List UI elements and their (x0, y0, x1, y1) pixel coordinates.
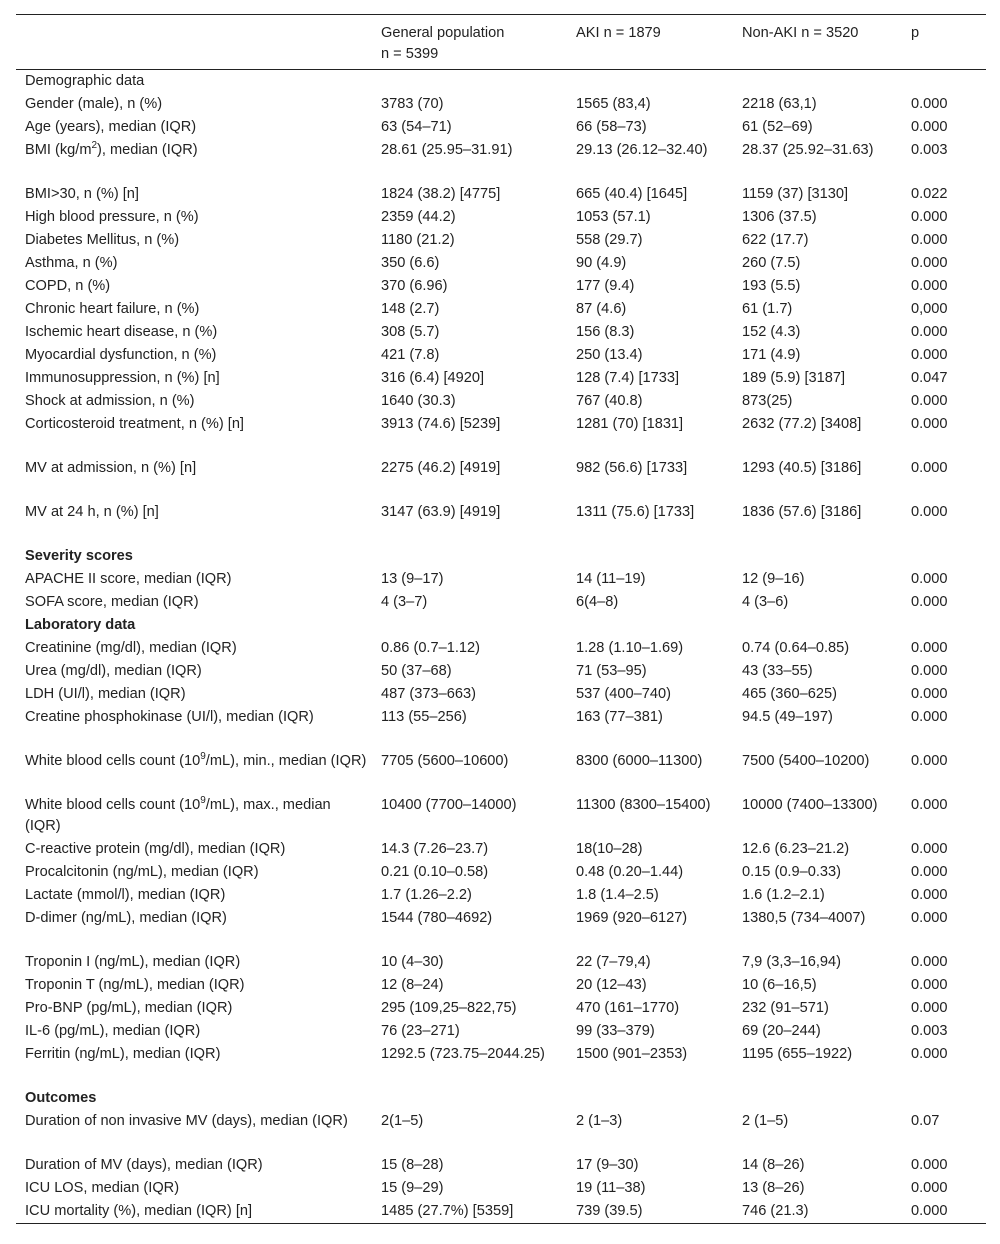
cell-p: 0.000 (911, 460, 948, 476)
cell-nonaki: 0.15 (0.9–0.33) (742, 864, 841, 880)
cell-general: 113 (55–256) (381, 709, 467, 725)
table-row (16, 750, 986, 794)
table-row (16, 1154, 986, 1177)
row-label: Gender (male), n (%) (25, 96, 163, 112)
header-general-line1: General population (381, 25, 505, 41)
table-row (16, 951, 986, 974)
cell-p: 0.000 (911, 663, 948, 679)
cell-general: 0.21 (0.10–0.58) (381, 864, 489, 880)
cell-nonaki: 2632 (77.2) [3408] (742, 416, 862, 432)
cell-general: 316 (6.4) [4920] (381, 370, 485, 386)
cell-general: 350 (6.6) (381, 255, 440, 271)
cell-nonaki: 622 (17.7) (742, 232, 809, 248)
table-body (16, 70, 986, 1223)
cell-general: 10400 (7700–14000) (381, 797, 517, 813)
cell-p: 0.000 (911, 393, 948, 409)
cell-p: 0.000 (911, 255, 948, 271)
row-label: Diabetes Mellitus, n (%) (25, 232, 180, 248)
row-label: White blood cells count $(10^9/mL)$, max., median (IQR) (25, 795, 331, 834)
cell-p: 0.000 (911, 640, 948, 656)
cell-p: 0.07 (911, 1113, 940, 1129)
section-label: Demographic data (25, 73, 145, 89)
cell-general: 295 (109,25–822,75) (381, 1000, 517, 1016)
cell-p: 0.000 (911, 709, 948, 725)
cell-nonaki: 12 (9–16) (742, 571, 805, 587)
cell-p: 0.000 (911, 504, 948, 520)
row-label: Creatine phosphokinase (UI/l), median (IQR) (25, 709, 314, 725)
row-label: Asthma, n (%) (25, 255, 118, 271)
cell-p: 0.000 (911, 119, 948, 135)
cell-aki: 537 (400–740) (576, 686, 671, 702)
cell-p: 0.000 (911, 416, 948, 432)
section-header (16, 1087, 986, 1110)
table-row (16, 838, 986, 861)
table-row (16, 1020, 986, 1043)
cell-general: 1180 (21.2) (381, 232, 455, 248)
cell-general: 421 (7.8) (381, 347, 440, 363)
cell-nonaki: 189 (5.9) [3187] (742, 370, 846, 386)
table-row (16, 794, 986, 838)
cell-nonaki: 4 (3–6) (742, 594, 789, 610)
cell-aki: 0.48 (0.20–1.44) (576, 864, 684, 880)
cell-aki: 66 (58–73) (576, 119, 647, 135)
table-row (16, 568, 986, 591)
cell-aki: 982 (56.6) [1733] (576, 460, 688, 476)
table-row (16, 298, 986, 321)
cell-general: 370 (6.96) (381, 278, 448, 294)
cell-nonaki: 465 (360–625) (742, 686, 837, 702)
cell-p: 0.000 (911, 1046, 948, 1062)
cell-nonaki: 14 (8–26) (742, 1157, 805, 1173)
cell-nonaki: 873(25) (742, 393, 793, 409)
table-row (16, 275, 986, 298)
table-row (16, 1043, 986, 1087)
cell-aki: 1053 (57.1) (576, 209, 651, 225)
cell-nonaki: 2218 (63,1) (742, 96, 817, 112)
cell-p: 0.022 (911, 186, 948, 202)
cell-nonaki: 61 (52–69) (742, 119, 813, 135)
cell-aki: 1281 (70) [1831] (576, 416, 684, 432)
cell-general: 1824 (38.2) [4775] (381, 186, 501, 202)
cell-p: 0.000 (911, 954, 948, 970)
section-header (16, 70, 986, 93)
row-label: ICU mortality (%), median (IQR) [n] (25, 1203, 253, 1219)
header-nonaki: Non-AKI n = 3520 (742, 25, 859, 41)
row-label: D-dimer (ng/mL), median (IQR) (25, 910, 227, 926)
table-row (16, 206, 986, 229)
row-label: Corticosteroid treatment, n (%) [n] (25, 416, 244, 432)
cell-aki: 6(4–8) (576, 594, 619, 610)
section-label: Outcomes (25, 1090, 97, 1106)
table-row (16, 591, 986, 614)
cell-p: 0.000 (911, 1000, 948, 1016)
table-row (16, 907, 986, 951)
cell-aki: 1500 (901–2353) (576, 1046, 688, 1062)
cell-nonaki: 1159 (37) [3130] (742, 186, 849, 202)
row-label: Shock at admission, n (%) (25, 393, 195, 409)
cell-p: 0.000 (911, 1180, 948, 1196)
cell-general: 2(1–5) (381, 1113, 424, 1129)
cell-p: 0.000 (911, 841, 948, 857)
cell-general: 14.3 (7.26–23.7) (381, 841, 489, 857)
cell-general: 1292.5 (723.75–2044.25) (381, 1046, 545, 1062)
row-label: ICU LOS, median (IQR) (25, 1180, 180, 1196)
table-row (16, 390, 986, 413)
cell-nonaki: 232 (91–571) (742, 1000, 829, 1016)
row-label: APACHE II score, median (IQR) (25, 571, 232, 587)
cell-aki: 2 (1–3) (576, 1113, 623, 1129)
row-label: Lactate (mmol/l), median (IQR) (25, 887, 226, 903)
cell-p: 0.000 (911, 977, 948, 993)
cell-p: 0.000 (911, 887, 948, 903)
cell-general: 3147 (63.9) [4919] (381, 504, 501, 520)
row-label: Duration of MV (days), median (IQR) (25, 1157, 263, 1173)
cell-aki: 8300 (6000–11300) (576, 753, 703, 769)
cell-general: 1485 (27.7%) [5359] (381, 1203, 514, 1219)
row-label: BMI>30, n (%) [n] (25, 186, 139, 202)
table-row (16, 501, 986, 545)
cell-general: 4 (3–7) (381, 594, 428, 610)
cell-aki: 90 (4.9) (576, 255, 627, 271)
row-label: LDH (UI/l), median (IQR) (25, 686, 186, 702)
cell-p: 0.000 (911, 209, 948, 225)
cell-aki: 18(10–28) (576, 841, 643, 857)
cell-general: 308 (5.7) (381, 324, 440, 340)
table-row (16, 252, 986, 275)
table-row (16, 321, 986, 344)
row-label: MV at 24 h, n (%) [n] (25, 504, 159, 520)
header-aki: AKI n = 1879 (576, 25, 661, 41)
cell-p: 0.000 (911, 910, 948, 926)
cell-general: 63 (54–71) (381, 119, 452, 135)
table-row (16, 884, 986, 907)
row-label: Myocardial dysfunction, n (%) (25, 347, 217, 363)
table-row (16, 183, 986, 206)
section-label: Laboratory data (25, 617, 136, 633)
cell-general: 76 (23–271) (381, 1023, 460, 1039)
cell-general: 3783 (70) (381, 96, 444, 112)
table-header (16, 14, 986, 70)
cell-nonaki: 13 (8–26) (742, 1180, 805, 1196)
table-row (16, 861, 986, 884)
row-label: Ferritin (ng/mL), median (IQR) (25, 1046, 221, 1062)
cell-general: 15 (9–29) (381, 1180, 444, 1196)
cell-general: 7705 (5600–10600) (381, 753, 509, 769)
row-label: Troponin T (ng/mL), median (IQR) (25, 977, 245, 993)
cell-p: 0.047 (911, 370, 948, 386)
cell-general: 1640 (30.3) (381, 393, 456, 409)
table-row (16, 1200, 986, 1223)
row-label: Creatinine (mg/dl), median (IQR) (25, 640, 237, 656)
cell-general: 3913 (74.6) [5239] (381, 416, 501, 432)
cell-nonaki: 10000 (7400–13300) (742, 797, 878, 813)
row-label: COPD, n (%) (25, 278, 111, 294)
cell-aki: 11300 (8300–15400) (576, 797, 711, 813)
header-p: p (911, 25, 920, 41)
cell-p: 0.000 (911, 347, 948, 363)
cell-nonaki: 10 (6–16,5) (742, 977, 817, 993)
cell-nonaki: 69 (20–244) (742, 1023, 821, 1039)
cell-p: 0.000 (911, 864, 948, 880)
table-row (16, 413, 986, 457)
table-row (16, 116, 986, 139)
table-row (16, 997, 986, 1020)
cell-general: 28.61 (25.95–31.91) (381, 142, 513, 158)
cell-p: 0.000 (911, 753, 948, 769)
cell-p: 0.000 (911, 594, 948, 610)
row-label: C-reactive protein (mg/dl), median (IQR) (25, 841, 286, 857)
cell-aki: 156 (8.3) (576, 324, 635, 340)
cell-nonaki: 28.37 (25.92–31.63) (742, 142, 874, 158)
cell-p: 0.000 (911, 686, 948, 702)
cell-p: 0.000 (911, 1203, 948, 1219)
cell-nonaki: 2 (1–5) (742, 1113, 789, 1129)
cell-nonaki: 1306 (37.5) (742, 209, 817, 225)
cell-general: 50 (37–68) (381, 663, 452, 679)
cell-aki: 1.28 (1.10–1.69) (576, 640, 684, 656)
table-row (16, 706, 986, 750)
cell-aki: 739 (39.5) (576, 1203, 643, 1219)
cell-general: 1544 (780–4692) (381, 910, 493, 926)
table-row (16, 139, 986, 183)
cell-aki: 470 (161–1770) (576, 1000, 680, 1016)
row-label: Ischemic heart disease, n (%) (25, 324, 218, 340)
cell-aki: 767 (40.8) (576, 393, 643, 409)
cell-aki: 558 (29.7) (576, 232, 643, 248)
cell-p: 0.003 (911, 142, 948, 158)
cell-aki: 1311 (75.6) [1733] (576, 504, 695, 520)
cell-general: 1.7 (1.26–2.2) (381, 887, 472, 903)
table-row (16, 367, 986, 390)
row-label: SOFA score, median (IQR) (25, 594, 199, 610)
cell-general: 10 (4–30) (381, 954, 444, 970)
cell-nonaki: 746 (21.3) (742, 1203, 809, 1219)
row-label: Pro-BNP (pg/mL), median (IQR) (25, 1000, 233, 1016)
cell-p: 0.000 (911, 1157, 948, 1173)
cell-aki: 19 (11–38) (576, 1180, 646, 1196)
cell-aki: 71 (53–95) (576, 663, 647, 679)
header-general (381, 23, 571, 65)
cell-general: 15 (8–28) (381, 1157, 444, 1173)
cell-aki: 665 (40.4) [1645] (576, 186, 688, 202)
row-label: Age (years), median (IQR) (25, 119, 197, 135)
cell-general: 13 (9–17) (381, 571, 444, 587)
row-label: Troponin I (ng/mL), median (IQR) (25, 954, 241, 970)
cell-nonaki: 1836 (57.6) [3186] (742, 504, 862, 520)
cell-general: 2359 (44.2) (381, 209, 456, 225)
cell-aki: 99 (33–379) (576, 1023, 655, 1039)
cell-aki: 1969 (920–6127) (576, 910, 688, 926)
cell-aki: 17 (9–30) (576, 1157, 639, 1173)
cell-general: 148 (2.7) (381, 301, 440, 317)
table-row (16, 457, 986, 501)
cell-general: 2275 (46.2) [4919] (381, 460, 501, 476)
cell-p: 0.003 (911, 1023, 948, 1039)
cell-nonaki: 171 (4.9) (742, 347, 801, 363)
cell-p: 0.000 (911, 232, 948, 248)
cell-general: 12 (8–24) (381, 977, 444, 993)
row-label: BMI $(kg/m^2)$, median (IQR) (25, 140, 198, 158)
table-bottom-rule (16, 1223, 986, 1224)
cell-general: 0.86 (0.7–1.12) (381, 640, 480, 656)
cell-nonaki: 7,9 (3,3–16,94) (742, 954, 841, 970)
section-header (16, 545, 986, 568)
section-header (16, 614, 986, 637)
cell-p: 0.000 (911, 571, 948, 587)
table-row (16, 1110, 986, 1154)
cell-aki: 87 (4.6) (576, 301, 627, 317)
cell-aki: 29.13 (26.12–32.40) (576, 142, 708, 158)
cell-aki: 20 (12–43) (576, 977, 647, 993)
cell-nonaki: 94.5 (49–197) (742, 709, 833, 725)
table-row (16, 974, 986, 997)
cell-aki: 250 (13.4) (576, 347, 643, 363)
table-row (16, 344, 986, 367)
cell-nonaki: 260 (7.5) (742, 255, 801, 271)
table-row (16, 229, 986, 252)
cell-nonaki: 152 (4.3) (742, 324, 801, 340)
cell-p: 0.000 (911, 324, 948, 340)
cell-p: 0.000 (911, 278, 948, 294)
cell-p: 0.000 (911, 797, 948, 813)
cell-nonaki: 193 (5.5) (742, 278, 801, 294)
data-table (16, 14, 986, 1224)
cell-p: 0.000 (911, 96, 948, 112)
cell-nonaki: 1293 (40.5) [3186] (742, 460, 862, 476)
cell-aki: 163 (77–381) (576, 709, 663, 725)
row-label: Urea (mg/dl), median (IQR) (25, 663, 202, 679)
cell-nonaki: 12.6 (6.23–21.2) (742, 841, 850, 857)
cell-general: 487 (373–663) (381, 686, 476, 702)
section-label: Severity scores (25, 548, 133, 564)
cell-nonaki: 0.74 (0.64–0.85) (742, 640, 850, 656)
row-label: Immunosuppression, n (%) [n] (25, 370, 220, 386)
row-label: White blood cells count $(10^9/mL)$, min., median (IQR) (25, 751, 367, 769)
cell-p: 0,000 (911, 301, 948, 317)
row-label: MV at admission, n (%) [n] (25, 460, 197, 476)
row-label: High blood pressure, n (%) (25, 209, 199, 225)
table-row (16, 93, 986, 116)
table-row (16, 683, 986, 706)
row-label: IL-6 (pg/mL), median (IQR) (25, 1023, 201, 1039)
cell-nonaki: 61 (1.7) (742, 301, 793, 317)
cell-aki: 1.8 (1.4–2.5) (576, 887, 659, 903)
cell-aki: 177 (9.4) (576, 278, 635, 294)
cell-aki: 128 (7.4) [1733] (576, 370, 680, 386)
table-row (16, 660, 986, 683)
table-row (16, 1177, 986, 1200)
row-label: Procalcitonin (ng/mL), median (IQR) (25, 864, 259, 880)
cell-aki: 22 (7–79,4) (576, 954, 651, 970)
cell-nonaki: 1.6 (1.2–2.1) (742, 887, 825, 903)
cell-aki: 1565 (83,4) (576, 96, 651, 112)
header-general-line2: n = 5399 (381, 46, 439, 62)
cell-nonaki: 7500 (5400–10200) (742, 753, 870, 769)
cell-nonaki: 1195 (655–1922) (742, 1046, 853, 1062)
table-row (16, 637, 986, 660)
cell-nonaki: 1380,5 (734–4007) (742, 910, 866, 926)
cell-aki: 14 (11–19) (576, 571, 646, 587)
row-label: Duration of non invasive MV (days), median (IQR) (25, 1113, 348, 1129)
cell-nonaki: 43 (33–55) (742, 663, 813, 679)
row-label: Chronic heart failure, n (%) (25, 301, 200, 317)
